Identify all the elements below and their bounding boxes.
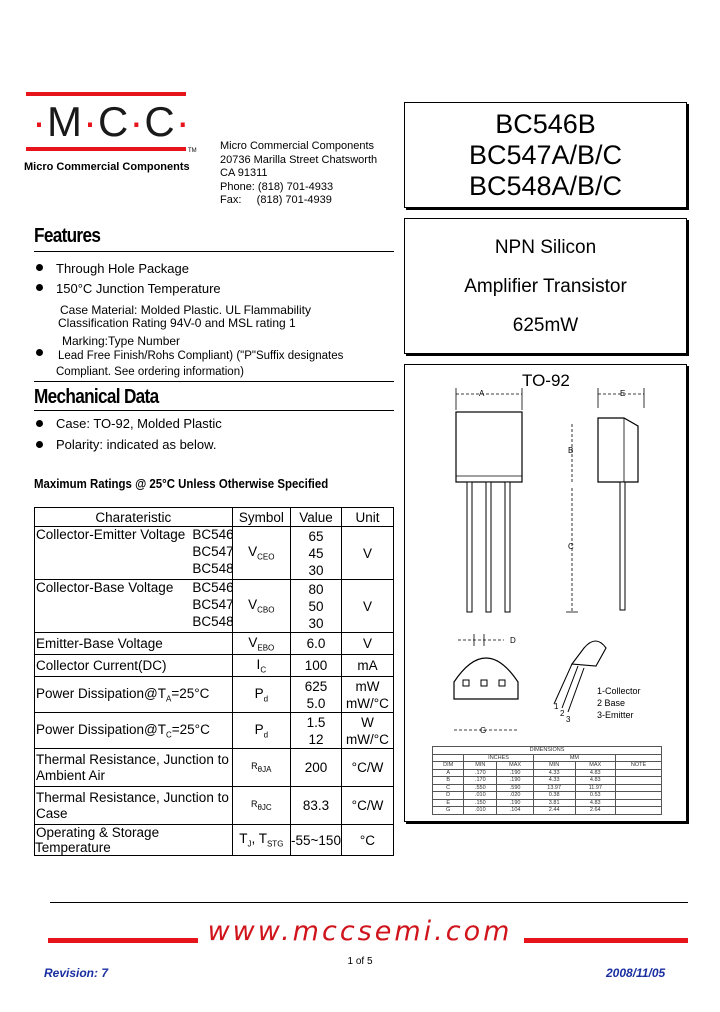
dim-label-g: G [480, 726, 487, 735]
dim-label-a: A [479, 389, 485, 398]
table-row: Operating & Storage Temperature $T_J$, $T_{STG}$ -55~150 °C [35, 825, 394, 856]
package-title: TO-92 [522, 371, 570, 390]
mcc-logo: ·M·C·C· [32, 98, 191, 145]
pin-number: 2 [560, 709, 565, 718]
website-link[interactable]: www.mccsemi.com [207, 916, 513, 947]
table-row: Thermal Resistance, Junction to Ambient Air $R_{\theta JA}$ 200 °C/W [35, 749, 394, 787]
description-box [404, 218, 687, 354]
dim-label-b: B [568, 446, 574, 455]
part-number: BC547A/B/C [468, 140, 623, 170]
table-row: Power $Dissipation@T_A=25^\circ C$ $P_d$ 625 5.0 mW mW/°C [35, 677, 394, 713]
part-number: BC546B [495, 109, 596, 139]
logo-bottom-bar [26, 147, 186, 151]
marking-line: Marking:Type Number [62, 334, 181, 348]
header-cell: Value [291, 508, 342, 527]
table-row: E .150 .190 3.81 4.83 [433, 799, 662, 807]
case-material-line: Classification Rating 94V-0 and MSL rating 1 [58, 316, 296, 330]
table-header-row [35, 508, 394, 527]
page-number: 1 of 5 [347, 956, 373, 967]
header-cell: Charateristic [35, 508, 233, 527]
table-row: G .010 .104 2.44 2.64 [433, 807, 662, 815]
bullet-icon [36, 284, 43, 291]
pin-number: 1 [554, 702, 559, 711]
header-cell: Symbol [232, 508, 290, 527]
table-row: Power $Dissipation@T_C=25^\circ C$ $P_d$ 1.5 12 W mW/°C [35, 713, 394, 749]
divider [34, 251, 394, 252]
description-line: NPN Silicon [494, 237, 597, 258]
mechanical-item: Polarity: indicated as below. [56, 437, 217, 452]
pin-legend: 1-Collector 2 Base 3-Emitter [597, 686, 641, 720]
trademark: TM [188, 148, 197, 154]
feature-item: 150°C Junction Temperature [56, 281, 221, 296]
header-cell: Unit [341, 508, 393, 527]
dim-label-d: D [510, 636, 516, 645]
table-row: Collector-Emitter Voltage BC546 BC547 BC548 $V_{CEO}$ 65 45 30 V [35, 527, 394, 580]
case-material-line: Case Material: Molded Plastic. UL Flammability [60, 303, 311, 317]
logo-top-bar [26, 92, 186, 96]
footer-divider [50, 902, 688, 903]
description-line: 625mW [512, 315, 579, 336]
bullet-icon [36, 349, 43, 356]
max-ratings-title: Maximum Ratings @ 25°C Unless Otherwise Specified [34, 476, 329, 491]
table-row: Thermal Resistance, Junction to Case $R_{\theta JC}$ 83.3 °C/W [35, 787, 394, 825]
ratings-table [34, 507, 394, 856]
divider [34, 410, 394, 411]
table-row: C .550 .590 13.97 11.97 [433, 784, 662, 792]
lead-free-line: Compliant. See ordering information) [56, 366, 244, 378]
divider [34, 381, 394, 382]
table-row: Collector Current(DC) $I_C$ 100 mA [35, 655, 394, 677]
revision: Revision: 7 [44, 966, 109, 980]
part-number: BC548A/B/C [468, 171, 623, 201]
table-row: B .170 .190 4.33 4.83 [433, 777, 662, 785]
company-address: Micro Commercial Components 20736 Marilla Street Chatsworth CA 91311 Phone: (818) 701-4933 Fax: (818) 701-4939 [220, 140, 378, 206]
description-line: Amplifier Transistor [464, 276, 627, 297]
mechanical-item: Case: TO-92, Molded Plastic [56, 416, 222, 431]
revision-date: 2008/11/05 [606, 966, 666, 980]
bullet-icon [36, 441, 43, 448]
table-row: D .010 .020 0.38 0.53 [433, 792, 662, 800]
logo-subtitle: Micro Commercial Components [24, 161, 190, 173]
pin-number: 3 [566, 715, 571, 724]
bullet-icon [36, 420, 43, 427]
table-row: A .170 .190 4.33 4.83 [433, 769, 662, 777]
table-row: Collector-Base Voltage BC546 BC547 BC548 $V_{CBO}$ 80 50 30 V [35, 580, 394, 633]
bullet-icon [36, 264, 43, 271]
dimensions-table: DIMENSIONS INCHES MM DIM MIN MAX MIN MAX NOTE A .170 .190 4.33 4.83 B .170 .190 4.33 4.83 C .550 .590 13.97 11.97 D .010 .020 0.38 0.53 E .150 .190 3.81 4.83 G .010 .104 2.44 2.64 [432, 746, 662, 815]
dim-label-e: E [620, 389, 626, 398]
table-row: Emitter-Base Voltage $V_{EBO}$ 6.0 V [35, 633, 394, 655]
feature-item: Through Hole Package [56, 261, 189, 276]
lead-free-line: Lead Free Finish/Rohs Compliant) ("P"Suffix designates [58, 350, 344, 362]
mechanical-heading: Mechanical Data [34, 386, 159, 408]
features-heading: Features [34, 225, 101, 247]
part-number-box [404, 102, 687, 208]
dim-label-c: C [568, 542, 574, 551]
